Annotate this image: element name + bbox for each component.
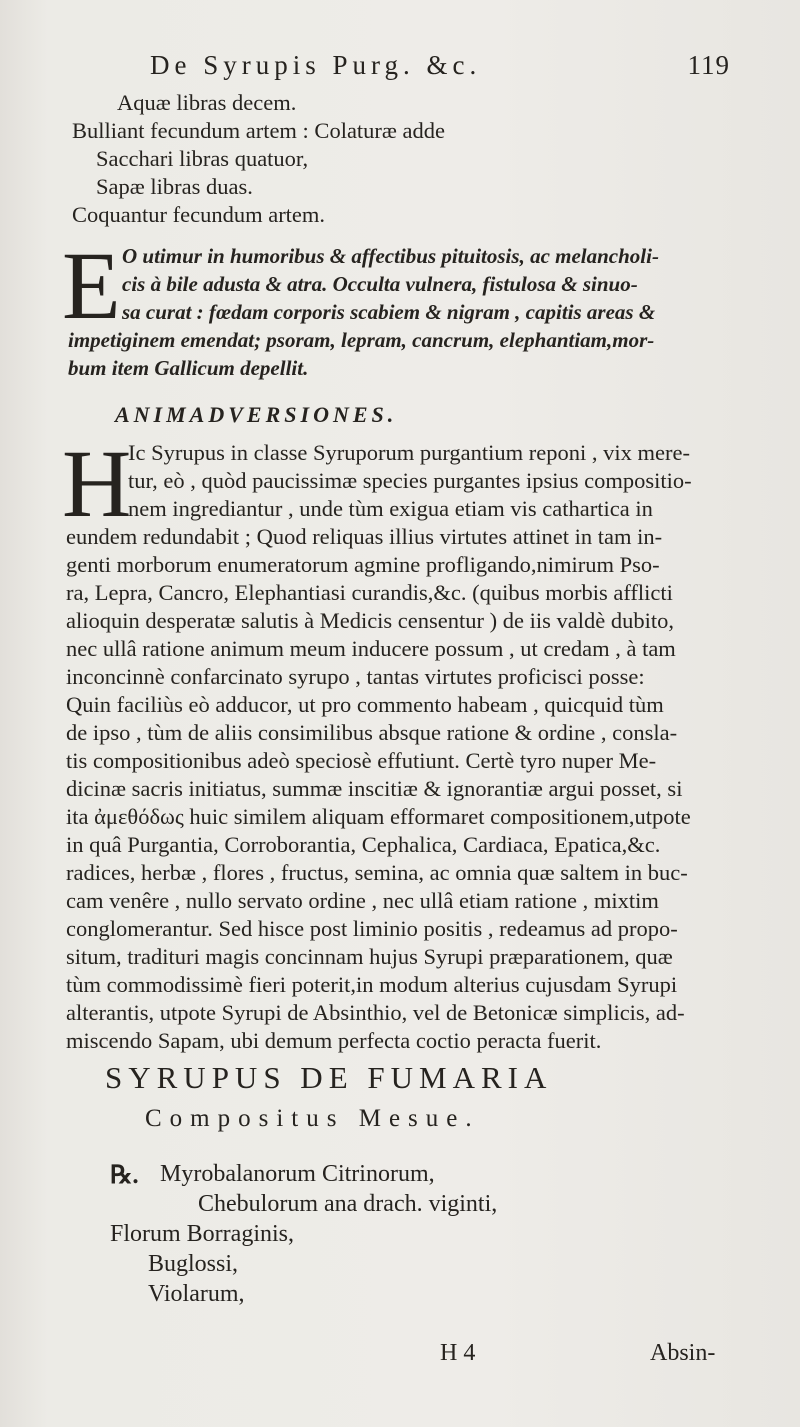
recipe-line: Sapæ libras duas.: [96, 174, 253, 199]
syrup-subtitle: Compositus Mesue.: [145, 1105, 480, 1132]
text-line: inconcinnè confarcinato syrupo , tantas virtutes proficisci posse:: [66, 664, 645, 689]
ingredient-line: Florum Borraginis,: [110, 1221, 294, 1247]
usage-dropcap: E: [62, 232, 121, 339]
recipe-line: Sacchari libras quatuor,: [96, 146, 309, 171]
text-line: genti morborum enumeratorum agmine profligando,nimirum Pso-: [66, 552, 660, 577]
text-line: Ic Syrupus in classe Syruporum purgantium reponi , vix mere-: [128, 440, 690, 465]
text-line: Quin faciliùs eò adducor, ut pro commento habeam , quicquid tùm: [66, 692, 664, 717]
syrup-title: SYRUPUS DE FUMARIA: [105, 1060, 553, 1095]
recipe-line: Bulliant fecundum artem : Colaturæ adde: [72, 118, 446, 143]
usage-line: cis à bile adusta & atra. Occulta vulnera, fistulosa & sinuo-: [122, 272, 638, 296]
text-line: alterantis, utpote Syrupi de Absinthio, vel de Betonicæ simplicis, ad-: [66, 1000, 685, 1025]
usage-line: impetiginem emendat; psoram, lepram, cancrum, elephantiam,mor-: [68, 328, 655, 352]
running-header: [150, 50, 730, 81]
catchword: Absin-: [650, 1340, 716, 1366]
ingredient-line: Chebulorum ana drach. viginti,: [198, 1191, 498, 1217]
signature-mark: H 4: [440, 1340, 476, 1366]
text-line: miscendo Sapam, ubi demum perfecta coctio peracta fuerit.: [66, 1028, 602, 1053]
text-line: tur, eò , quòd paucissimæ species purgantes ipsius compositio-: [128, 468, 692, 493]
recipe-rx-symbol: ℞.: [110, 1162, 139, 1189]
animadversiones-heading: ANIMADVERSIONES.: [115, 402, 398, 427]
usage-line: O utimur in humoribus & affectibus pituitosis, ac melancholi-: [122, 244, 659, 268]
animadversiones-dropcap: H: [62, 430, 132, 537]
page-number: 119: [687, 50, 730, 80]
usage-line: bum item Gallicum depellit.: [68, 356, 309, 380]
text-line: situm, tradituri magis concinnam hujus Syrupi præparationem, quæ: [66, 944, 673, 969]
text-line: cam venêre , nullo servato ordine , nec ullâ etiam ratione , mixtim: [66, 888, 659, 913]
text-line: radices, herbæ , flores , fructus, semina, ac omnia quæ saltem in buc-: [66, 860, 688, 885]
text-line: ra, Lepra, Cancro, Elephantiasi curandis,&c. (quibus morbis afflicti: [66, 580, 673, 605]
text-line: tùm commodissimè fieri poterit,in modum alterius cujusdam Syrupi: [66, 972, 678, 997]
text-line: conglomerantur. Sed hisce post liminio positis , redeamus ad propo-: [66, 916, 678, 941]
running-title: De Syrupis Purg. &c.: [150, 50, 482, 80]
recipe-line: Coquantur fecundum artem.: [72, 202, 326, 227]
text-line: nem ingrediantur , unde tùm exigua etiam vis cathartica in: [128, 496, 653, 521]
text-line: tis compositionibus adeò speciosè effutiunt. Certè tyro nuper Me-: [66, 748, 657, 773]
text-line: de ipso , tùm de aliis consimilibus absque ratione & ordine , consla-: [66, 720, 678, 745]
ingredient-line: Violarum,: [148, 1281, 245, 1307]
ingredient-line: Myrobalanorum Citrinorum,: [160, 1161, 435, 1187]
text-line: alioquin desperatæ salutis à Medicis censentur ) de iis valdè dubito,: [66, 608, 674, 633]
usage-line: sa curat : fœdam corporis scabiem & nigram , capitis areas &: [122, 300, 656, 324]
text-line: in quâ Purgantia, Corroborantia, Cephalica, Cardiaca, Epatica,&c.: [66, 832, 661, 857]
text-line: dicinæ sacris initiatus, summæ inscitiæ & ignorantiæ argui posset, si: [66, 776, 683, 801]
ingredient-line: Buglossi,: [148, 1251, 239, 1277]
recipe-line: Aquæ libras decem.: [117, 90, 297, 115]
text-line: ita ἀμεθόδως huic similem aliquam efformaret compositionem,utpote: [66, 804, 691, 829]
text-line: eundem redundabit ; Quod reliquas illius virtutes attinet in tam in-: [66, 524, 663, 549]
text-line: nec ullâ ratione animum meum inducere possum , ut credam , à tam: [66, 636, 676, 661]
